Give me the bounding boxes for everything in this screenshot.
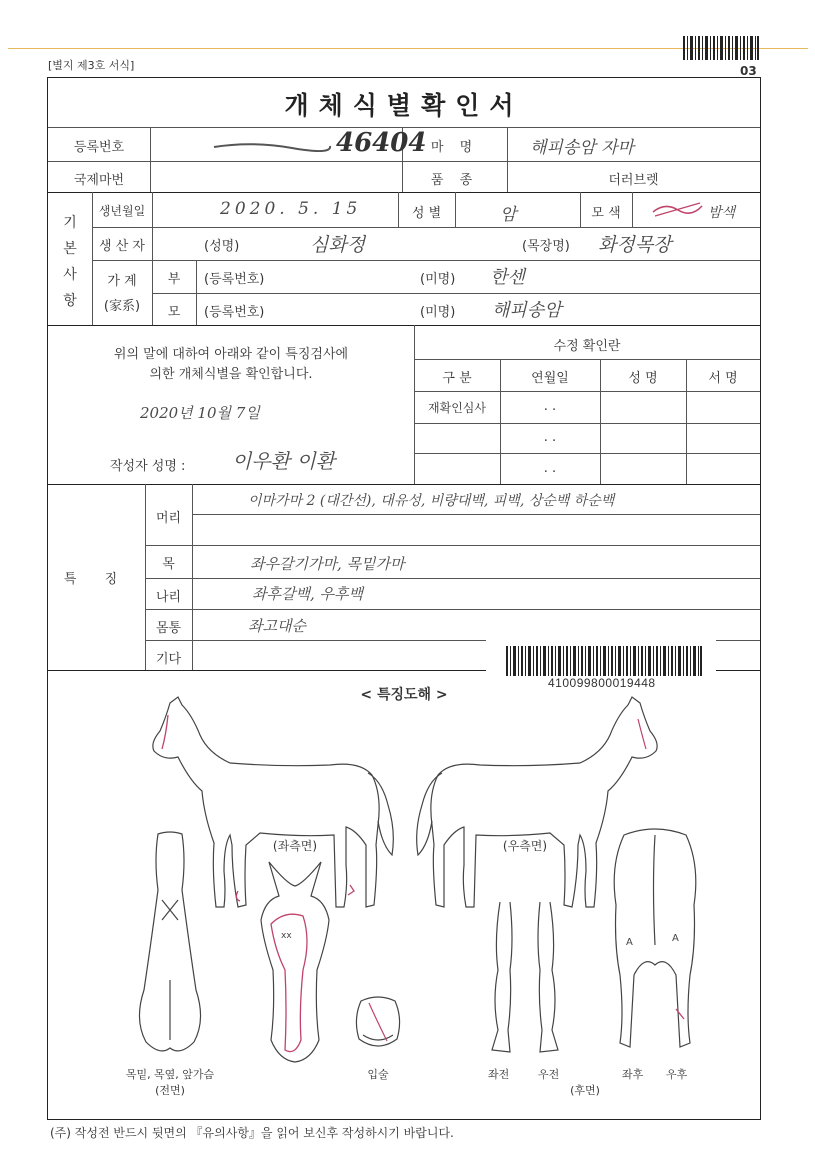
lineage-label: 가 계	[107, 274, 137, 289]
revision-header-type: 구 분	[442, 371, 472, 386]
front-caption: 목밑, 목옆, 앞가슴	[125, 1068, 215, 1081]
horse-forelegs-icon	[480, 900, 570, 1060]
other-label: 기다	[155, 652, 182, 667]
horse-name-value[interactable]: 해피송암 자마	[530, 138, 634, 158]
hind-right-label: 우후	[666, 1068, 688, 1081]
page-number: 03	[740, 64, 757, 78]
body-label: 몸통	[155, 621, 182, 636]
horse-rear-icon	[610, 825, 700, 1060]
footer-note: (주) 작성전 반드시 뒷면의 『유의사항』을 읽어 보신후 작성하시기 바랍니다.	[50, 1126, 454, 1140]
writer-label: 작성자 성명 :	[110, 459, 186, 474]
farm-value[interactable]: 화정목장	[598, 234, 672, 256]
statement-line-2: 의한 개체식별을 확인합니다.	[149, 367, 313, 382]
diagram-title: < 특징도해 >	[360, 687, 448, 703]
sire-name-value[interactable]: 한센	[490, 267, 525, 288]
neck-label: 목	[162, 557, 175, 572]
reg-no-label: 등록번호	[73, 140, 125, 155]
statement-line-1: 위의 말에 대하여 아래와 같이 특징검사에	[113, 347, 349, 362]
revision-header-sign: 서 명	[708, 371, 738, 386]
hind-left-label: 좌후	[622, 1068, 644, 1081]
basic-section-char-4: 항	[63, 293, 77, 309]
farm-label: (목장명)	[522, 239, 570, 254]
svg-text:xx: xx	[281, 931, 292, 941]
crossed-out-color-mark	[650, 198, 706, 220]
sex-label: 성 별	[411, 206, 442, 221]
body-value[interactable]: 좌고대순	[248, 617, 306, 635]
dam-label: 모	[167, 305, 181, 320]
top-barcode-icon	[683, 36, 759, 60]
lips-label: 입술	[367, 1068, 389, 1081]
dam-name-value[interactable]: 해피송암	[492, 300, 562, 321]
reg-no-value[interactable]: 46404	[336, 128, 427, 158]
head-value[interactable]: 이마가마 2 (대간선), 대유성, 비량대백, 피백, 상순백 하순백	[248, 493, 615, 509]
right-side-label: (우측면)	[502, 839, 548, 853]
revision-header-date: 연월일	[531, 371, 569, 386]
breed-label: 품 종	[430, 173, 479, 188]
producer-name-value[interactable]: 심화정	[310, 234, 366, 256]
svg-text:A: A	[626, 937, 633, 948]
birth-value[interactable]: 2020. 5. 15	[220, 199, 362, 219]
left-side-label: (좌측면)	[272, 839, 318, 853]
horse-name-label: 마 명	[430, 140, 479, 155]
intl-no-label: 국제마번	[73, 173, 125, 188]
neck-value[interactable]: 좌우갈기가마, 목밑가마	[250, 555, 405, 573]
breed-value[interactable]: 더러브렛	[608, 173, 659, 188]
color-value[interactable]: 밤색	[708, 205, 736, 221]
revision-row-3-date[interactable]: . .	[543, 461, 557, 476]
page-title: 개체식별확인서	[284, 91, 524, 120]
barcode-number: 410099800019448	[548, 676, 656, 690]
basic-section-char-2: 본	[63, 241, 77, 257]
birth-label: 생년월일	[98, 204, 146, 218]
barcode-icon	[506, 646, 702, 676]
form-label: [별지 제3호 서식]	[48, 59, 135, 72]
legs-value[interactable]: 좌후갈백, 우후백	[252, 585, 363, 603]
fore-left-label: 좌전	[488, 1068, 510, 1081]
writer-signature[interactable]: 이우환 이환	[232, 449, 335, 473]
revision-row-1-type: 재확인심사	[428, 401, 486, 415]
head-label: 머리	[155, 511, 182, 526]
confirmation-date[interactable]: 2020년 10월 7일	[140, 404, 260, 422]
horse-neck-front-icon	[130, 830, 210, 1060]
sex-value[interactable]: 암	[500, 205, 517, 225]
svg-text:A: A	[672, 933, 679, 944]
color-label: 모 색	[591, 206, 621, 221]
horse-lips-icon	[353, 995, 403, 1053]
strikethrough-mark	[212, 137, 332, 157]
lineage-hanja: (家系)	[103, 299, 141, 314]
sire-reg-no-label: (등록번호)	[204, 272, 265, 287]
dam-reg-no-label: (등록번호)	[204, 305, 265, 320]
front-view-label: (전면)	[155, 1084, 185, 1097]
horse-face-icon	[255, 860, 335, 1065]
basic-section-char-1: 기	[63, 215, 77, 231]
fore-right-label: 우전	[538, 1068, 560, 1081]
features-section-label: 특 징	[63, 572, 130, 587]
revision-header-name: 성 명	[628, 371, 658, 386]
sire-name-label: (미명)	[420, 272, 456, 287]
revision-title: 수정 확인란	[553, 339, 621, 354]
producer-label: 생 산 자	[99, 239, 145, 254]
sire-label: 부	[167, 272, 181, 287]
dam-name-label: (미명)	[420, 305, 456, 320]
revision-row-1-date[interactable]: . .	[543, 399, 557, 414]
producer-name-label: (성명)	[204, 239, 240, 254]
revision-row-2-date[interactable]: . .	[543, 430, 557, 445]
rear-view-label: (후면)	[570, 1084, 600, 1097]
legs-label: 나리	[155, 590, 182, 605]
basic-section-char-3: 사	[63, 267, 77, 283]
